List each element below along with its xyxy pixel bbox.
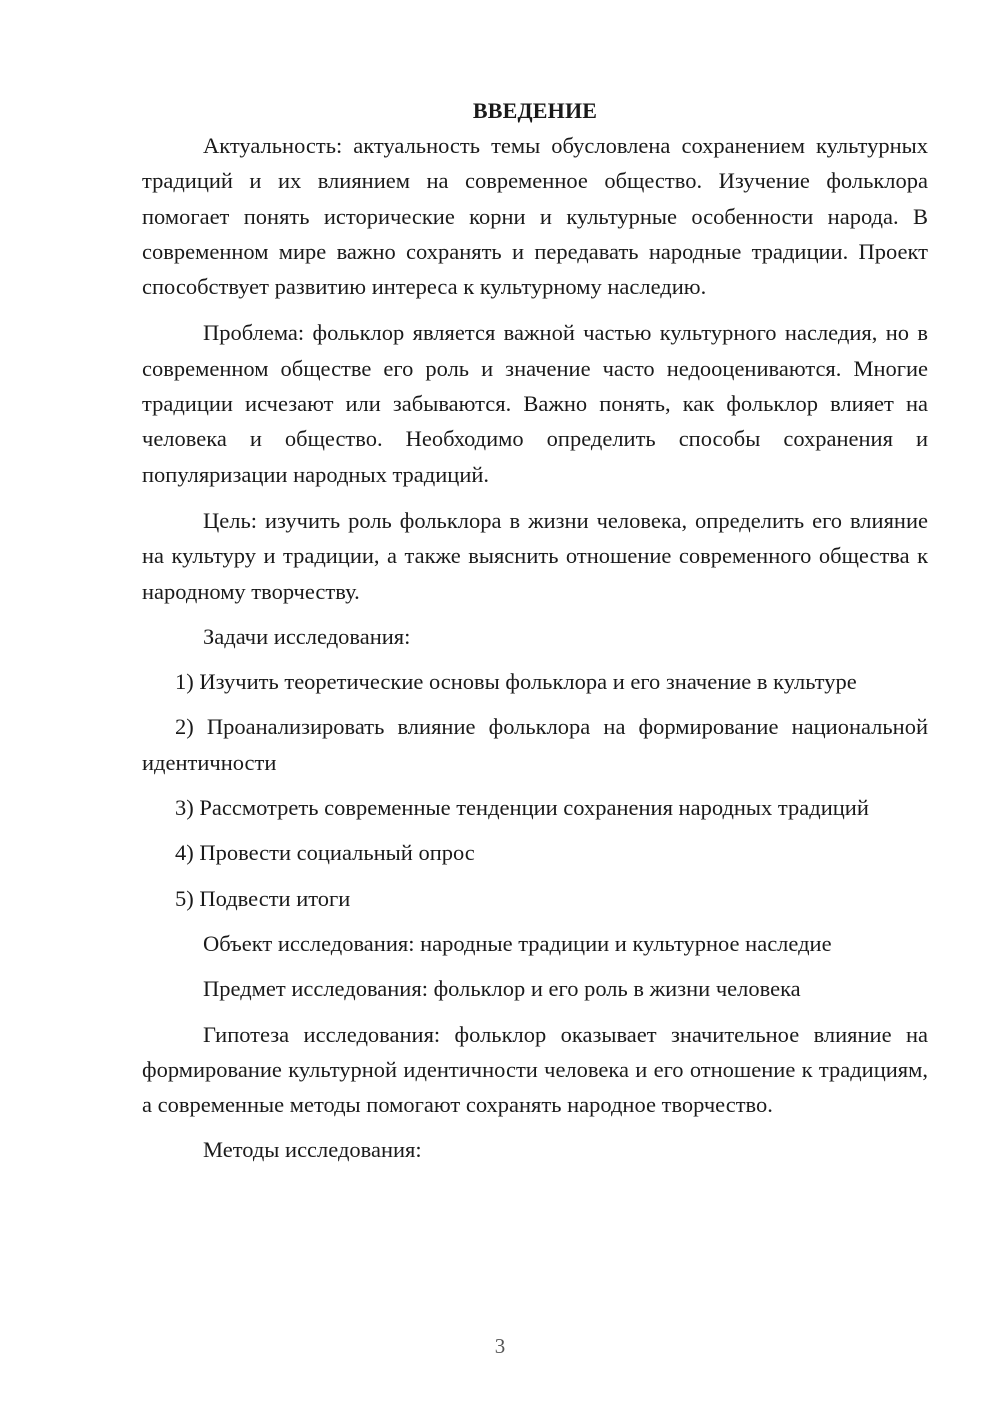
object-paragraph: Объект исследования: народные традиции и культурное наследие xyxy=(203,930,832,956)
hypothesis-paragraph: Гипотеза исследования: фольклор оказывает значительное влияние на формирование культурной идентичности человека и его отношение к традициям, а современные методы помогают сохранять народное творчество. xyxy=(142,1021,928,1118)
document-page xyxy=(142,96,928,1168)
task-item-2: 2) Проанализировать влияние фольклора на формирование национальной идентичности xyxy=(142,714,928,775)
task-item-1: 1) Изучить теоретические основы фольклора и его значение в культуре xyxy=(175,669,857,695)
methods-heading: Методы исследования: xyxy=(203,1137,422,1163)
page-number: 3 xyxy=(494,1334,506,1358)
task-item-4: 4) Провести социальный опрос xyxy=(175,840,475,866)
subject-paragraph: Предмет исследования: фольклор и его роль в жизни человека xyxy=(203,976,801,1002)
task-item-5: 5) Подвести итоги xyxy=(175,885,351,911)
relevance-paragraph: Актуальность: актуальность темы обусловлена сохранением культурных традиций и их влиянием на современное общество. Изучение фольклора помогает понять исторические корни и культурные особенности народа. В современном мире важно сохранять и передавать народные традиции. Проект способствует развитию интереса к культурному наследию. xyxy=(142,133,928,300)
task-item-3: 3) Рассмотреть современные тенденции сохранения народных традиций xyxy=(175,795,869,821)
page-title: ВВЕДЕНИЕ xyxy=(472,98,598,123)
problem-paragraph: Проблема: фольклор является важной частью культурного наследия, но в современном обществе его роль и значение часто недооцениваются. Многие традиции исчезают или забываются. Важно понять, как фольклор влияет на человека и общество. Необходимо определить способы сохранения и популяризации народных традиций. xyxy=(142,320,928,487)
tasks-heading: Задачи исследования: xyxy=(203,623,411,649)
goal-paragraph: Цель: изучить роль фольклора в жизни человека, определить его влияние на культуру и традиции, а также выяснить отношение современного общества к народному творчеству. xyxy=(142,507,928,604)
